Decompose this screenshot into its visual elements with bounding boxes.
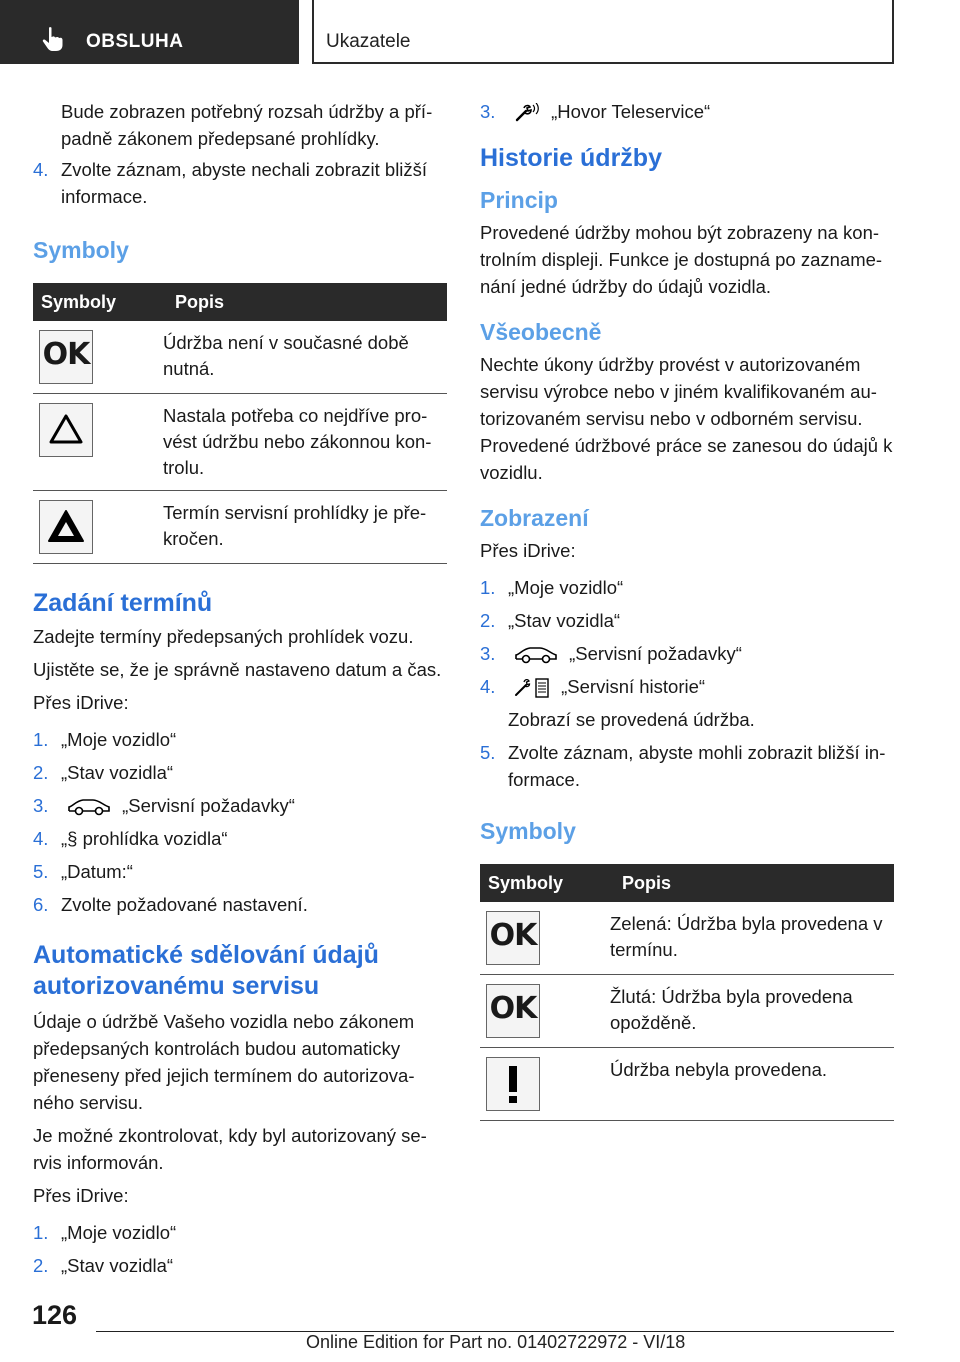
section-tab <box>0 0 299 64</box>
principle-heading: Princip <box>480 187 558 213</box>
list-item: 1. „Moje vozidlo“ <box>480 577 624 598</box>
paragraph: Údaje o údržbě Vašeho vozidla nebo zákonem předepsaných kontrolách budou automaticky přeneseny před jejich termínem do autorizovaného servisu. <box>33 1011 415 1113</box>
list-item: 1. „Moje vozidlo“ <box>33 1222 177 1243</box>
car-icon <box>67 797 111 817</box>
history-symbols-table <box>480 864 894 1121</box>
table-row <box>480 1048 894 1121</box>
paragraph: Provedené údržby mohou být zobrazeny na kontrolním displeji. Funkce je dostupná po zaznamenání jedné údržby do údajů vozidla. <box>480 222 883 297</box>
table-header-row <box>33 283 447 321</box>
list-text: Zvolte záznam, abyste nechali zobrazit bližší informace. <box>61 159 428 207</box>
ok-yellow-icon: OK <box>486 984 540 1038</box>
paragraph: Zobrazí se provedená údržba. <box>508 709 755 730</box>
list-item: 2. „Stav vozidla“ <box>480 610 621 631</box>
list-item: 6. Zvolte požadované nastavení. <box>33 894 308 915</box>
column-header-symbols: Symboly <box>33 283 163 321</box>
ok-icon: OK <box>39 330 93 384</box>
table-row <box>33 491 447 564</box>
list-item <box>33 156 447 210</box>
paragraph: Bude zobrazen potřebný rozsah údržby a případně zákonem předepsané prohlídky. <box>61 101 433 149</box>
column-header-description: Popis <box>163 283 447 321</box>
table-cell: Údržba není v současné době nutná. <box>163 321 447 394</box>
list-item: 4. „§ prohlídka vozidla“ <box>33 828 228 849</box>
display-heading: Zobrazení <box>480 505 589 531</box>
table-row <box>33 394 447 491</box>
paragraph: Přes iDrive: <box>33 692 129 713</box>
list-number: 4. <box>33 159 49 180</box>
auto-heading: Automatické sdělování údajů autorizovanému servisu <box>33 941 379 1000</box>
car-icon <box>514 645 558 665</box>
list-item: 4. „Servisní historie“ <box>480 673 894 700</box>
history-heading: Historie údržby <box>480 144 662 172</box>
list-item: 3. „Servisní požadavky“ <box>480 643 742 664</box>
table-cell: Žlutá: Údržba byla provedena opožděně. <box>610 975 894 1048</box>
warning-triangle-icon <box>39 403 93 457</box>
right-column <box>480 98 894 1131</box>
list-item: 1. „Moje vozidlo“ <box>33 729 177 750</box>
page-number: 126 <box>32 1300 78 1330</box>
list-item: 2. „Stav vozidla“ <box>33 762 174 783</box>
paragraph: Přes iDrive: <box>33 1185 129 1206</box>
table-header-row <box>480 864 894 902</box>
paragraph: Ujistěte se, že je správně nastaveno datum a čas. <box>33 659 442 680</box>
service-history-icon <box>514 677 550 699</box>
ok-green-icon: OK <box>486 911 540 965</box>
exclamation-icon <box>486 1057 540 1111</box>
general-heading: Všeobecně <box>480 319 602 345</box>
left-column <box>33 98 447 1285</box>
page-header <box>0 0 960 66</box>
chapter-title: Ukazatele <box>326 31 411 52</box>
list-item: 3. „Servisní požadavky“ <box>33 795 295 816</box>
paragraph: Zadejte termíny předepsaných prohlídek vozu. <box>33 626 414 647</box>
filled-warning-triangle-icon <box>39 500 93 554</box>
edition-text: Online Edition for Part no. 01402722972 - VI/18 <box>306 1332 686 1352</box>
symbols-heading: Symboly <box>480 818 576 844</box>
dates-heading: Zadání termínů <box>33 589 213 617</box>
list-item: 2. „Stav vozidla“ <box>33 1255 174 1276</box>
paragraph: Přes iDrive: <box>480 540 576 561</box>
column-header-description: Popis <box>610 864 894 902</box>
chapter-tab <box>312 0 894 64</box>
list-item: 5. Zvolte záznam, abyste mohli zobrazit bližší informace. <box>480 742 886 790</box>
list-item: 3. „Hovor Teleservice“ <box>480 101 711 122</box>
table-cell: Údržba nebyla provedena. <box>610 1048 894 1121</box>
table-row <box>33 321 447 394</box>
table-cell: Termín servisní prohlídky je překročen. <box>163 491 447 564</box>
table-cell: Zelená: Údržba byla provedena v termínu. <box>610 902 894 975</box>
symbols-heading: Symboly <box>33 237 129 263</box>
paragraph: Je možné zkontrolovat, kdy byl autorizovaný servis informován. <box>33 1125 427 1173</box>
list-item: 5. „Datum:“ <box>33 861 133 882</box>
hand-pointer-icon <box>40 26 64 52</box>
table-row <box>480 902 894 975</box>
column-header-symbols: Symboly <box>480 864 610 902</box>
teleservice-wrench-icon <box>514 103 540 123</box>
table-cell: Nastala potřeba co nejdříve provést údržbu nebo zákonnou kontrolu. <box>163 394 447 491</box>
symbols-table <box>33 283 447 564</box>
paragraph: Nechte úkony údržby provést v autorizovaném servisu výrobce nebo v jiném kvalifikovaném autorizovaném servisu nebo v odborném servisu. Provedené údržbové práce se zanesou do údajů k vozidlu. <box>480 354 893 483</box>
section-title: OBSLUHA <box>86 31 184 52</box>
table-row <box>480 975 894 1048</box>
